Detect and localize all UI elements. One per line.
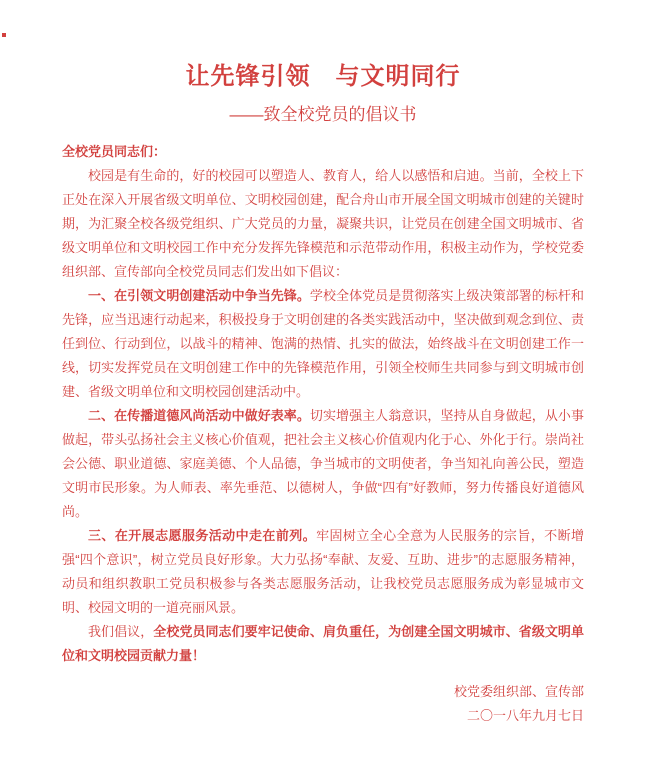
text-run: 三、在开展志愿服务活动中走在前列。 — [88, 528, 317, 543]
date: 二〇一八年九月七日 — [466, 708, 584, 723]
document-title: 让先锋引领 与文明同行 — [185, 63, 461, 90]
document-body — [62, 140, 584, 728]
corner-mark — [2, 33, 6, 37]
paragraphs-container — [62, 164, 584, 668]
paragraph — [62, 164, 584, 284]
paragraph — [62, 284, 584, 404]
paragraph — [62, 524, 584, 620]
signoff-block — [62, 680, 584, 728]
text-run: 二、在传播道德风尚活动中做好表率。 — [88, 408, 310, 423]
text-run: 牢固树立全心全意为人民服务的宗旨，不断增强“四个意识”，树立党员良好形象。大力弘扬“奉献、友爱、互助、进步”的志愿服务精神，动员和组织教职工党员积极参与各类志愿服务活动，让我校党员志愿服务成为彰显城市文明、校园文明的一道亮丽风景。 — [62, 528, 584, 615]
salutation: 全校党员同志们： — [62, 144, 167, 159]
text-run: 一、在引领文明创建活动中争当先锋。 — [88, 288, 310, 303]
signature: 校党委组织部、宣传部 — [453, 684, 584, 699]
text-run: 全校党员同志们要牢记使命、肩负重任，为创建全国文明城市、省级文明单位和文明校园贡献力量！ — [62, 624, 584, 663]
text-run: 切实增强主人翁意识，坚持从自身做起，从小事做起，带头弘扬社会主义核心价值观，把社会主义核心价值观内化于心、外化于行。崇尚社会公德、职业道德、家庭美德、个人品德，争当城市的文明使者，争当知礼向善公民，塑造文明市民形象。为人师表、率先垂范、以德树人，争做“四有”好教师，努力传播良好道德风尚。 — [62, 408, 584, 519]
paragraph — [62, 404, 584, 524]
text-run: 校园是有生命的，好的校园可以塑造人、教育人，给人以感悟和启迪。当前，全校上下正处在深入开展省级文明单位、文明校园创建，配合舟山市开展全国文明城市创建的关键时期，为汇聚全校各级党组织、广大党员的力量，凝聚共识，让党员在创建全国文明城市、省级文明单位和文明校园工作中充分发挥先锋模范和示范带动作用，积极主动作为，学校党委组织部、宣传部向全校党员同志们发出如下倡议： — [62, 168, 584, 279]
paragraph — [62, 620, 584, 668]
text-run: 学校全体党员是贯彻落实上级决策部署的标杆和先锋，应当迅速行动起来，积极投身于文明创建的各类实践活动中，坚决做到观念到位、责任到位、行动到位，以战斗的精神、饱满的热情、扎实的做法，始终战斗在文明创建工作一线，切实发挥党员在文明创建工作中的先锋模范作用，引领全校师生共同参与到文明城市创建、省级文明单位和文明校园创建活动中。 — [62, 288, 584, 399]
document-subtitle: ——致全校党员的倡议书 — [229, 105, 417, 124]
text-run: 我们倡议， — [88, 624, 154, 639]
